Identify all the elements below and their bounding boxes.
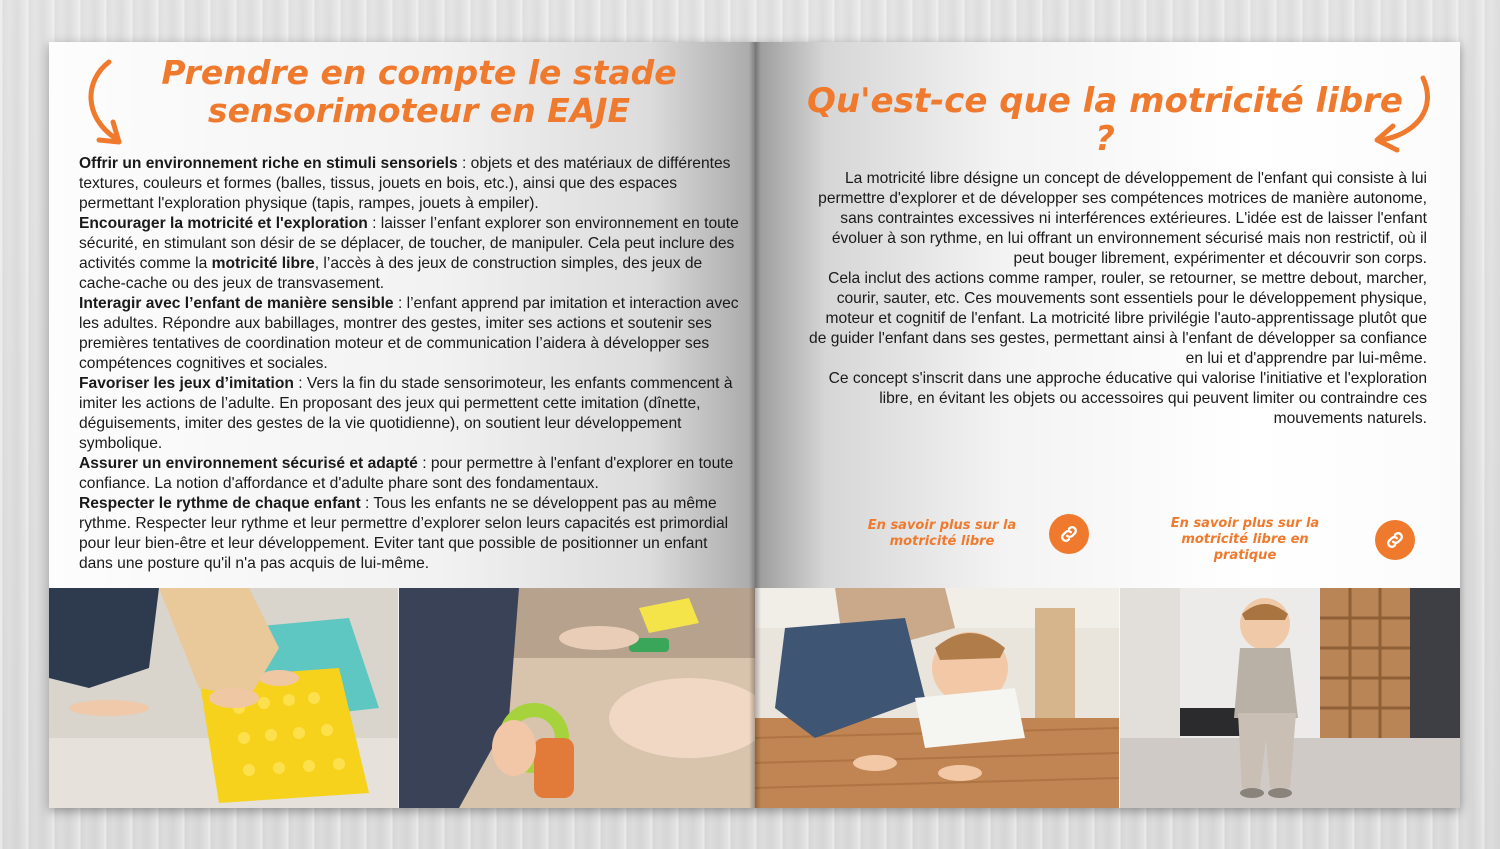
booklet-spread: [49, 42, 1460, 808]
paragraph: Cela inclut des actions comme ramper, rouler, se retourner, se mettre debout, marcher, courir, sauter, etc. Ces mouvements sont essentiels pour le développement physique, moteur et cognitif de l'enfant. La motricité libre privilégie l'auto-apprentissage plutôt que de guider l'enfant dans ses gestes, permettant ainsi à l'enfant de développer sa confiance en lui et d'apprendre par lui-même.: [809, 270, 1427, 367]
paragraph: [79, 154, 739, 214]
paragraph: [79, 454, 739, 494]
photo-baby-playing-toys: [399, 588, 755, 808]
paragraph-text: , l’accès à des jeux de construction simples, des jeux de cache-cache ou des jeux de transvasement.: [79, 255, 703, 292]
photo-baby-crawling-floor: [755, 588, 1119, 808]
paragraph: [79, 374, 739, 454]
paragraph-text: : Vers la fin du stade sensorimoteur, les enfants commencent à imiter les actions de l’adulte. En proposant des jeux qui permettent cette imitation (dînette, déguisements, imiter des gestes de la vie quotidienne), on soutient leur développement symbolique.: [79, 375, 733, 452]
link-label[interactable]: En savoir plus sur la motricité libre: [867, 518, 1017, 549]
left-page-body: [79, 154, 739, 574]
right-page-title: Qu'est-ce que la motricité libre ?: [807, 81, 1403, 159]
left-page: [49, 42, 755, 808]
paragraph-heading: Assurer un environnement sécurisé et adapté: [79, 455, 418, 472]
photo-toddler-walking-living-room: [1120, 588, 1460, 808]
paragraph: [79, 294, 739, 374]
paragraph-heading: Favoriser les jeux d’imitation: [79, 375, 294, 392]
paragraph-heading: Respecter le rythme de chaque enfant: [79, 495, 361, 512]
paragraph-heading: Offrir un environnement riche en stimuli sensoriels: [79, 155, 458, 172]
learn-more-link-motricite-libre[interactable]: [867, 514, 1089, 554]
link-label[interactable]: En savoir plus sur la motricité libre en pratique: [1170, 516, 1320, 563]
paragraph-emphasis: motricité libre: [211, 255, 315, 272]
paragraph: La motricité libre désigne un concept de développement de l'enfant qui consiste à lui permettre d'explorer et de développer ses compétences motrices de manière autonome, sans contraintes excessives ni interférences extérieures. L'idée est de laisser l'enfant évoluer à son rythme, en lui offrant un environnement sécurisé mais non restrictif, où il peut bouger librement, expérimenter et découvrir son corps.: [818, 170, 1427, 267]
paragraph: [79, 214, 739, 294]
paragraph: Ce concept s'inscrit dans une approche éducative qui valorise l'initiative et l'exploration libre, en évitant les objets ou accessoires qui peuvent limiter ou contraindre ces mouvements naturels.: [828, 370, 1427, 427]
left-page-title: Prendre en compte le stade sensorimoteur en EAJE: [161, 53, 677, 130]
curved-arrow-icon: [79, 58, 129, 148]
photo-toddler-sensory-mats: [49, 588, 398, 808]
learn-more-link-motricite-libre-pratique[interactable]: [1155, 516, 1415, 564]
paragraph-text: : laisser l’enfant explorer son environnement en toute sécurité, en stimulant son désir de se déplacer, de toucher, de manipuler. Cela peut inclure des activités comme la: [79, 215, 739, 272]
right-page-body: [805, 169, 1427, 429]
paragraph-text: : Tous les enfants ne se développent pas au même rythme. Respecter leur rythme et leur permettre d’explorer selon leurs capacités est primordial pour leur bien-être et leur développement. Eviter tant que possible de positionner un enfant dans une posture qu'il n'a pas acquis de lui-même.: [79, 495, 729, 572]
paragraph-heading: Interagir avec l’enfant de manière sensible: [79, 295, 394, 312]
curved-arrow-icon: [1367, 74, 1437, 154]
paragraph-text: : l’enfant apprend par imitation et interaction avec les adultes. Répondre aux babillages, montrer des gestes, imiter ses actions et soutenir ses premières tentatives de coordination moteur et de communication l’aidera à développer ses compétences cognitives et sociales.: [79, 295, 739, 372]
book-spine-shadow: [749, 42, 761, 808]
paragraph-text: : objets et des matériaux de différentes textures, couleurs et formes (balles, tissus, jouets en bois, etc.), ainsi que des espaces permettant l'exploration physique (tapis, rampes, jouets à empiler).: [79, 155, 731, 212]
paragraph-heading: Encourager la motricité et l'exploration: [79, 215, 368, 232]
paragraph-text: : pour permettre à l'enfant d'explorer en toute confiance. La notion d'affordance et d'adulte phare sont des fondamentaux.: [79, 455, 734, 492]
link-icon[interactable]: [1375, 520, 1415, 560]
right-page: [755, 42, 1460, 808]
link-icon[interactable]: [1049, 514, 1089, 554]
paragraph: [79, 494, 739, 574]
